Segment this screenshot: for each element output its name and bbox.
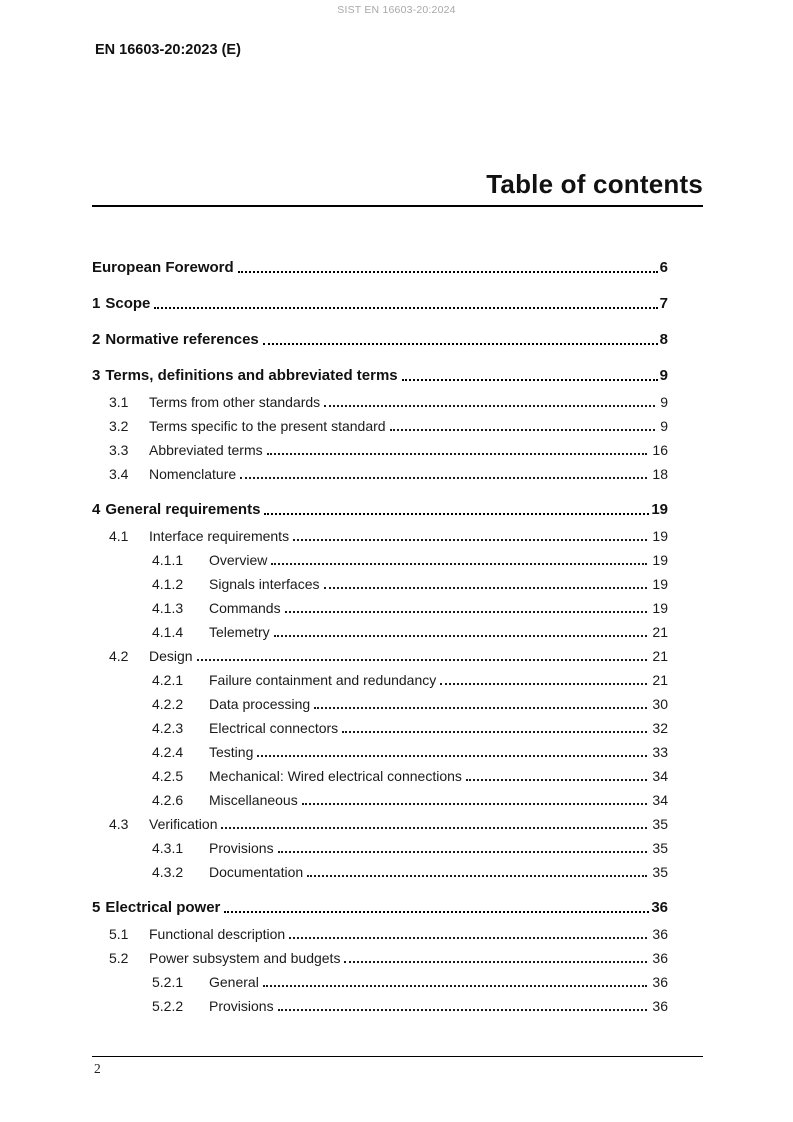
page-title: Table of contents — [486, 169, 703, 199]
toc-entry-label: Scope — [105, 295, 151, 312]
dotted-leader — [344, 961, 647, 963]
toc-entry-number: 4.2.6 — [152, 792, 184, 808]
toc-entry-label: General — [209, 974, 259, 990]
toc-entry-number: 4.2.2 — [152, 696, 184, 712]
toc-entry-page: 36 — [652, 974, 668, 990]
toc-entry-label: Documentation — [209, 864, 304, 880]
toc-entry-page: 16 — [652, 442, 668, 458]
toc-entry-label: Provisions — [209, 998, 274, 1014]
dotted-leader — [324, 405, 655, 407]
toc-entry-number: 4.2.3 — [152, 720, 184, 736]
toc-entry-number: 3.4 — [109, 466, 129, 482]
toc-entry-page: 36 — [652, 998, 668, 1014]
watermark-text: SIST EN 16603-20:2024 — [337, 4, 456, 16]
toc-entry-label: Verification — [149, 816, 218, 832]
footer-page-number: 2 — [94, 1061, 101, 1076]
toc-entry — [92, 860, 668, 884]
dotted-leader — [324, 587, 648, 589]
dotted-leader — [197, 659, 648, 661]
toc-entry-page: 34 — [652, 768, 668, 784]
toc-entry-number: 5.2.1 — [152, 974, 184, 990]
toc-entry-label: Nomenclature — [149, 466, 237, 482]
toc-entry — [92, 498, 668, 522]
toc-entry — [92, 548, 668, 572]
toc-entry-number: 4.1 — [109, 528, 129, 544]
dotted-leader — [285, 611, 648, 613]
toc-entry-label: Interface requirements — [149, 528, 290, 544]
toc-entry-page: 9 — [659, 367, 668, 384]
dotted-leader — [263, 985, 648, 987]
toc-entry-number: 4 — [92, 501, 101, 518]
toc-entry — [92, 812, 668, 836]
toc-entry-label: Power subsystem and budgets — [149, 950, 341, 966]
toc-entry-page: 35 — [652, 864, 668, 880]
toc-entry-page: 8 — [659, 331, 668, 348]
toc-entry-label: General requirements — [105, 501, 261, 518]
toc-entry-page: 9 — [660, 394, 668, 410]
toc-entry — [92, 328, 668, 352]
dotted-leader — [314, 707, 647, 709]
toc-entry-number: 4.3.1 — [152, 840, 184, 856]
toc-entry-number: 4.1.4 — [152, 624, 184, 640]
toc-entry — [92, 572, 668, 596]
toc-entry-label: Mechanical: Wired electrical connections — [209, 768, 462, 784]
toc-entry-label: Testing — [209, 744, 254, 760]
toc-entry-label: Terms specific to the present standard — [149, 418, 386, 434]
dotted-leader — [466, 779, 648, 781]
dotted-leader — [240, 477, 647, 479]
dotted-leader — [402, 379, 658, 381]
toc-entry — [92, 836, 668, 860]
toc-entry-number: 4.3.2 — [152, 864, 184, 880]
toc-entry — [92, 462, 668, 486]
toc-entry-label: Normative references — [105, 331, 259, 348]
document-reference: EN 16603-20:2023 (E) — [95, 42, 241, 58]
dotted-leader — [342, 731, 647, 733]
toc-entry-number: 3.2 — [109, 418, 129, 434]
toc-entry-number: 3 — [92, 367, 101, 384]
toc-entry-number: 5 — [92, 899, 101, 916]
toc-entry-number: 4.1.1 — [152, 552, 184, 568]
toc-entry-number: 4.2 — [109, 648, 129, 664]
toc-entry-page: 6 — [659, 259, 668, 276]
toc-entry — [92, 364, 668, 388]
toc-entry — [92, 668, 668, 692]
toc-entry-label: Commands — [209, 600, 281, 616]
toc-entry-label: Design — [149, 648, 193, 664]
toc-entry-number: 4.1.3 — [152, 600, 184, 616]
dotted-leader — [289, 937, 647, 939]
toc-entry-number: 4.2.1 — [152, 672, 184, 688]
dotted-leader — [274, 635, 648, 637]
dotted-leader — [154, 307, 657, 309]
toc-entry — [92, 596, 668, 620]
toc-entry — [92, 764, 668, 788]
toc-entry — [92, 692, 668, 716]
toc-entry-label: European Foreword — [92, 259, 234, 276]
dotted-leader — [238, 271, 658, 273]
toc-entry-page: 9 — [660, 418, 668, 434]
dotted-leader — [307, 875, 647, 877]
toc-entry-number: 4.2.5 — [152, 768, 184, 784]
toc-entry-number: 5.2.2 — [152, 998, 184, 1014]
toc-entry-label: Provisions — [209, 840, 274, 856]
toc-entry-page: 19 — [651, 501, 668, 518]
toc-entry-page: 19 — [652, 528, 668, 544]
toc-entry-number: 3.1 — [109, 394, 129, 410]
toc-entry-label: Miscellaneous — [209, 792, 298, 808]
toc-entry — [92, 524, 668, 548]
toc-entry-number: 4.1.2 — [152, 576, 184, 592]
dotted-leader — [267, 453, 648, 455]
dotted-leader — [390, 429, 656, 431]
toc-entry — [92, 438, 668, 462]
toc-entry-label: Electrical power — [105, 899, 221, 916]
toc-entry-page: 19 — [652, 552, 668, 568]
toc-entry — [92, 994, 668, 1018]
toc-entry — [92, 292, 668, 316]
page-content — [92, 169, 703, 1018]
toc-entry-number: 5.2 — [109, 950, 129, 966]
toc-entry-page: 35 — [652, 816, 668, 832]
toc-entry-label: Terms, definitions and abbreviated terms — [105, 367, 398, 384]
toc-entry — [92, 946, 668, 970]
toc-entry-page: 33 — [652, 744, 668, 760]
toc-entry — [92, 390, 668, 414]
dotted-leader — [278, 1009, 648, 1011]
toc-entry-page: 30 — [652, 696, 668, 712]
toc-entry-number: 5.1 — [109, 926, 129, 942]
toc-entry-page: 36 — [652, 926, 668, 942]
toc-entry-label: Overview — [209, 552, 268, 568]
toc-entry — [92, 644, 668, 668]
toc-entry-page: 36 — [652, 950, 668, 966]
toc-entry-page: 19 — [652, 576, 668, 592]
toc-entry-label: Functional description — [149, 926, 286, 942]
toc-entry — [92, 620, 668, 644]
toc-entry-label: Abbreviated terms — [149, 442, 263, 458]
toc-entry-page: 7 — [659, 295, 668, 312]
toc-entry — [92, 740, 668, 764]
toc-entry-page: 34 — [652, 792, 668, 808]
toc-entry-label: Terms from other standards — [149, 394, 321, 410]
toc-entry — [92, 788, 668, 812]
toc-entry-page: 32 — [652, 720, 668, 736]
dotted-leader — [271, 563, 647, 565]
dotted-leader — [264, 513, 649, 515]
toc-entry-page: 36 — [651, 899, 668, 916]
toc-entry-page: 21 — [652, 648, 668, 664]
toc-entry — [92, 970, 668, 994]
toc-entry-number: 3.3 — [109, 442, 129, 458]
toc-entry — [92, 414, 668, 438]
toc-entry-label: Data processing — [209, 696, 311, 712]
dotted-leader — [278, 851, 648, 853]
dotted-leader — [257, 755, 647, 757]
dotted-leader — [221, 827, 647, 829]
toc-entry — [92, 922, 668, 946]
toc-entry-label: Electrical connectors — [209, 720, 339, 736]
footer-rule — [92, 1056, 703, 1057]
dotted-leader — [293, 539, 647, 541]
toc-entry — [92, 716, 668, 740]
toc-entry-number: 4.3 — [109, 816, 129, 832]
toc-entry-number: 4.2.4 — [152, 744, 184, 760]
toc-entry-label: Signals interfaces — [209, 576, 320, 592]
toc-entry-number: 1 — [92, 295, 101, 312]
toc-entry-label: Failure containment and redundancy — [209, 672, 437, 688]
dotted-leader — [440, 683, 647, 685]
toc-entry-number: 2 — [92, 331, 101, 348]
toc-entry — [92, 896, 668, 920]
toc-entry-page: 35 — [652, 840, 668, 856]
toc-entry-page: 19 — [652, 600, 668, 616]
toc-entry-page: 18 — [652, 466, 668, 482]
toc-entry-label: Telemetry — [209, 624, 270, 640]
dotted-leader — [224, 911, 649, 913]
dotted-leader — [302, 803, 648, 805]
dotted-leader — [263, 343, 658, 345]
toc-list — [92, 256, 703, 1018]
toc-entry-page: 21 — [652, 672, 668, 688]
toc-entry — [92, 256, 668, 280]
title-rule — [92, 205, 703, 207]
toc-entry-page: 21 — [652, 624, 668, 640]
